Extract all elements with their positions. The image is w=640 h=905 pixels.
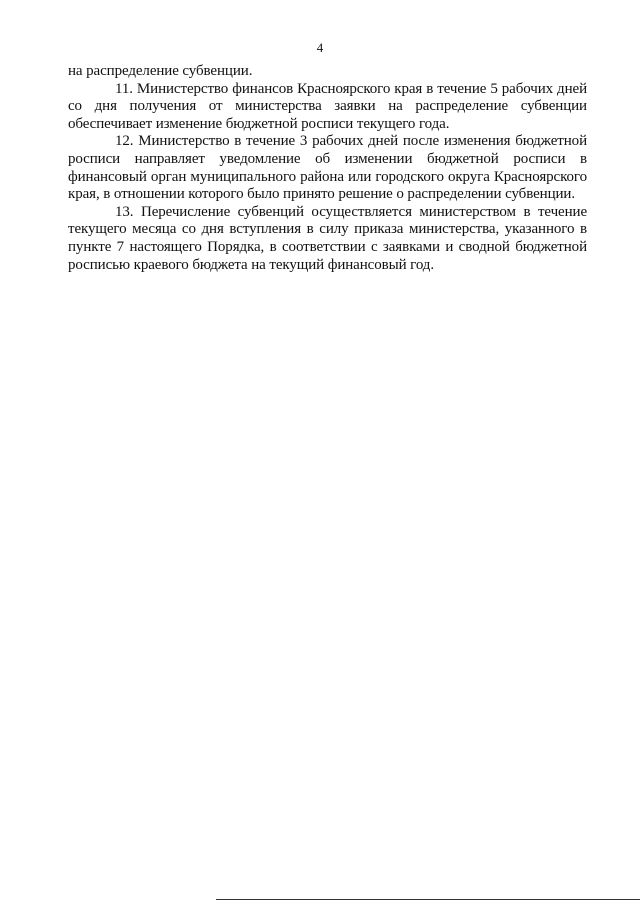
paragraph-item-11: 11. Министерство финансов Красноярского края в течение 5 рабочих дней со дня получения от министерства заявки на распределение субвенции обеспечивает изменение бюджетной росписи текущего года.	[68, 80, 587, 132]
document-body	[68, 63, 587, 274]
footer-divider	[216, 899, 640, 900]
page-number: 4	[316, 40, 324, 55]
paragraph-continuation: на распределение субвенции.	[68, 63, 253, 79]
paragraph-item-13: 13. Перечисление субвенций осуществляется министерством в течение текущего месяца со дня вступления в силу приказа министерства, указанного в пункте 7 настоящего Порядка, в соответствии с заявками и сводной бюджетной росписью краевого бюджета на текущий финансовый год.	[68, 203, 587, 273]
paragraph-item-12: 12. Министерство в течение 3 рабочих дней после изменения бюджетной росписи направляет уведомление об изменении бюджетной росписи в финансовый орган муниципального района или городского округа Красноярского края, в отношении которого было принято решение о распределении субвенции.	[68, 133, 587, 203]
